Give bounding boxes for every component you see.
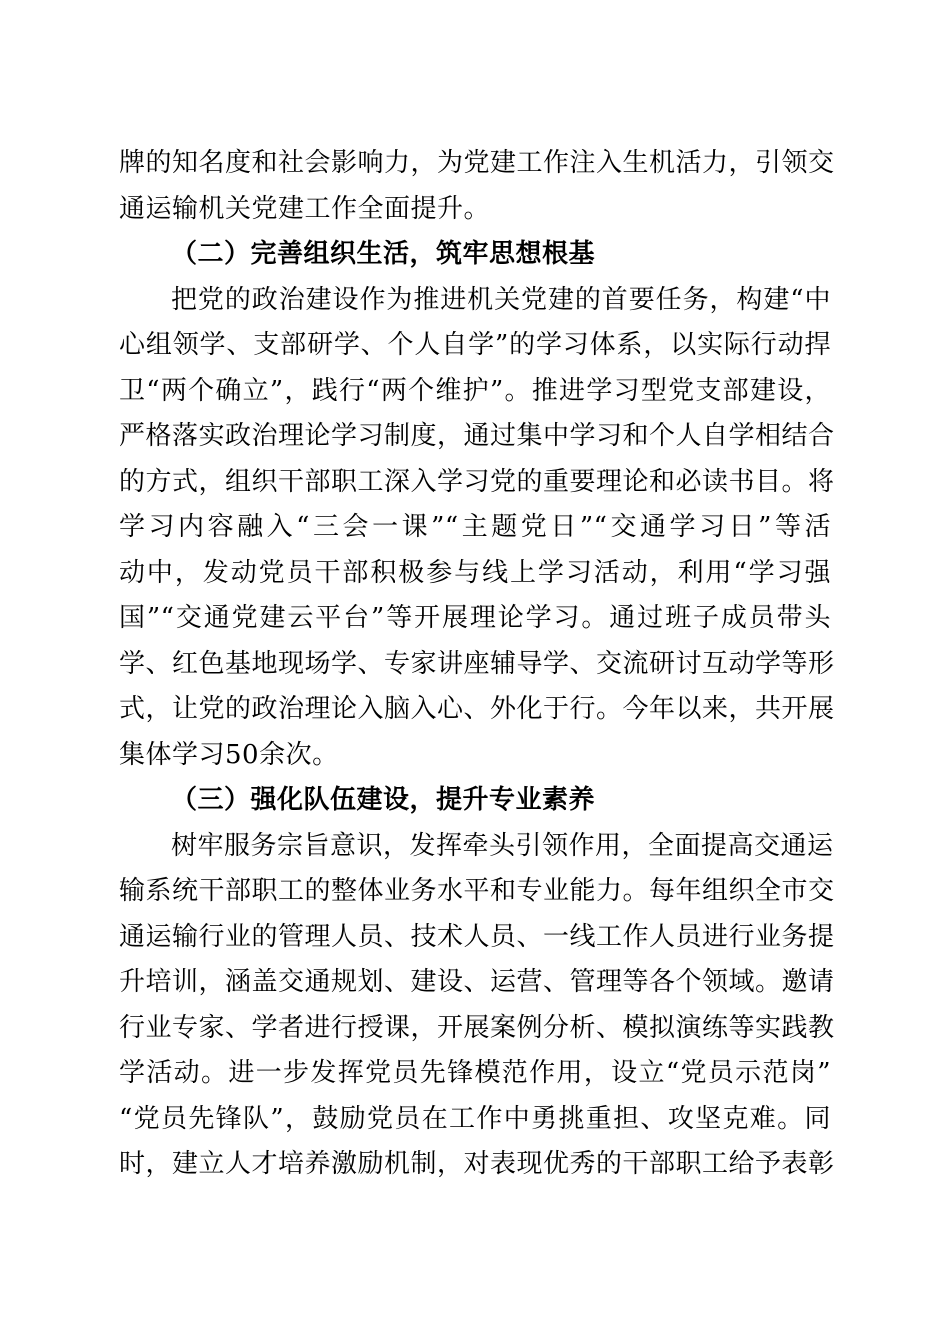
paragraph-line: 的方式，组织干部职工深入学习党的重要理论和必读书目。将 (119, 466, 835, 497)
paragraph-line: 学、红色基地现场学、专家讲座辅导学、交流研讨互动学等形 (119, 648, 835, 679)
paragraph-line: 通运输行业的管理人员、技术人员、一线工作人员进行业务提 (119, 921, 835, 952)
paragraph-line: 通运输机关党建工作全面提升。 (119, 193, 491, 224)
section-heading-2: （二）完善组织生活，筑牢思想根基 (171, 239, 596, 269)
paragraph-line: 学习内容融入“三会一课”“主题党日”“交通学习日”等活 (119, 512, 831, 542)
paragraph-2 (119, 278, 835, 779)
paragraph-line: 牌的知名度和社会影响力，为党建工作注入生机活力，引领交 (119, 148, 835, 178)
paragraph-line: 行业专家、学者进行授课，开展案例分析、模拟演练等实践教 (119, 1012, 835, 1043)
document-body (119, 141, 835, 1188)
paragraph-line: 升培训，涵盖交通规划、建设、运营、管理等各个领域。邀请 (119, 967, 835, 997)
paragraph-line: 卫“两个确立”，践行“两个维护”。推进学习型党支部建设， (119, 375, 831, 406)
paragraph-line: 严格落实政治理论学习制度，通过集中学习和个人自学相结合 (119, 421, 835, 451)
paragraph-line: 动中，发动党员干部积极参与线上学习活动，利用“学习强 (119, 557, 831, 588)
paragraph-line: “党员先锋队”，鼓励党员在工作中勇挑重担、攻坚克难。同 (119, 1103, 831, 1134)
paragraph-line: 心组领学、支部研学、个人自学”的学习体系，以实际行动捍 (119, 330, 831, 360)
paragraph-line: 国”“交通党建云平台”等开展理论学习。通过班子成员带头 (119, 603, 831, 633)
paragraph-3 (119, 824, 835, 1188)
paragraph-line: 输系统干部职工的整体业务水平和专业能力。每年组织全市交 (119, 876, 835, 906)
section-heading-3: （三）强化队伍建设，提升专业素养 (171, 785, 596, 815)
paragraph-line: 集体学习50余次。 (119, 739, 339, 770)
paragraph-line: 式，让党的政治理论入脑入心、外化于行。今年以来，共开展 (119, 694, 835, 724)
paragraph-line: 学活动。进一步发挥党员先锋模范作用，设立“党员示范岗” (119, 1058, 831, 1088)
paragraph-1 (119, 141, 835, 232)
paragraph-line: 时，建立人才培养激励机制，对表现优秀的干部职工给予表彰 (119, 1149, 835, 1179)
paragraph-line: 树牢服务宗旨意识，发挥牵头引领作用，全面提高交通运 (171, 830, 834, 861)
paragraph-line: 把党的政治建设作为推进机关党建的首要任务，构建“中 (171, 284, 831, 315)
